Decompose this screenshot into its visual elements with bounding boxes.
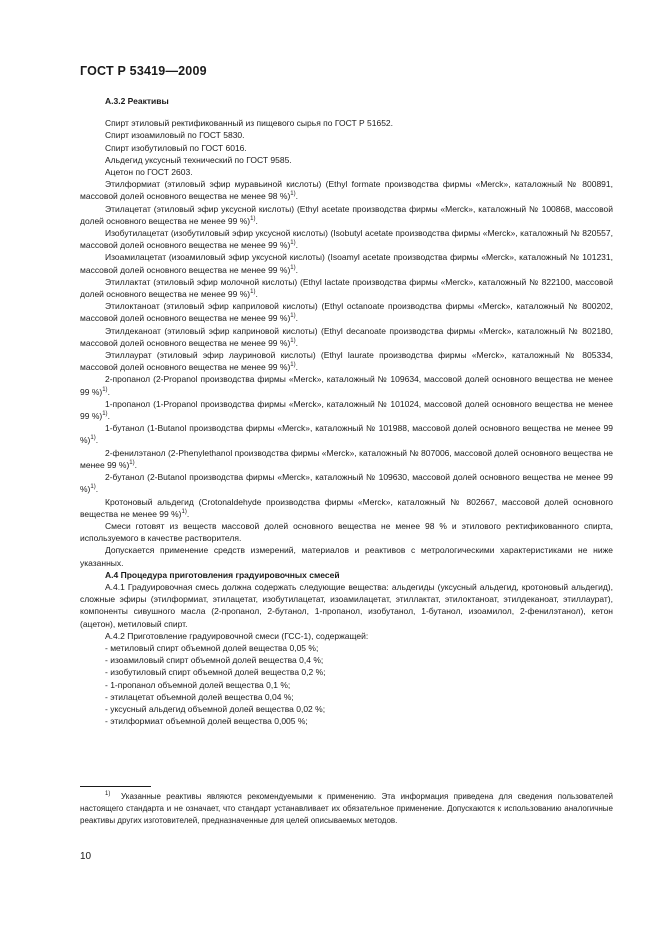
footnote-ref: 1)	[290, 264, 296, 271]
list-item: - изоамиловый спирт объемной долей вещества 0,4 %;	[105, 655, 324, 666]
footnote-ref: 1)	[290, 191, 296, 198]
reagent-text: Изоамилацетат (изоамиловый эфир уксусной кислоты) (Isoamyl acetate производства фирмы «Merck», каталожный № 101231, массовой долей основного вещества не менее 99 %)	[80, 252, 613, 275]
section-a32-title: А.3.2 Реактивы	[105, 96, 169, 106]
footnote-ref: 1)	[250, 215, 256, 222]
sentence-end: .	[107, 411, 110, 422]
sentence-end: .	[134, 459, 138, 470]
reagent-text: 2-бутанол (2-Butanol производства фирмы «Merck», каталожный № 109630, массовой долей основного вещества не менее 99 %)	[80, 472, 613, 495]
footnote-ref: 1)	[102, 411, 108, 418]
footnote-ref: 1)	[129, 459, 135, 466]
reagent-item	[80, 300, 613, 324]
reagent-item	[80, 422, 613, 446]
mixtures-note: Смеси готовят из веществ массовой долей основного вещества не менее 98 % и этилового ректификованного спирта, используемого в качестве растворителя.	[80, 520, 613, 544]
footnote-mark: 1)	[105, 791, 111, 797]
reagent-item	[80, 276, 613, 300]
reagent-standard-item: Спирт изобутиловый по ГОСТ 6016.	[105, 142, 247, 153]
footnote-ref: 1)	[181, 508, 187, 515]
footnote-ref: 1)	[90, 435, 96, 442]
list-item: - этилацетат объемной долей вещества 0,04 %;	[105, 691, 294, 702]
footnote-ref: 1)	[290, 362, 296, 369]
reagent-standard-item: Спирт изоамиловый по ГОСТ 5830.	[105, 130, 245, 141]
list-item: - этилформиат объемной долей вещества 0,005 %;	[105, 716, 308, 727]
footnote-ref: 1)	[90, 484, 96, 491]
sentence-end: .	[295, 264, 298, 275]
reagent-text: Изобутилацетат (изобутиловый эфир уксусной кислоты) (Isobutyl acetate производства фирмы «Merck», каталожный № 820557, массовой долей основного вещества не менее 99 %)	[80, 228, 613, 251]
list-item: - метиловый спирт объемной долей вещества 0,05 %;	[105, 642, 319, 653]
reagent-text: 1-пропанол (1-Propanol производства фирмы «Merck», каталожный № 101024, массовой долей основного вещества не менее 99 %)	[80, 398, 613, 422]
reagent-standard-list	[80, 117, 613, 178]
reagent-text: Этилацетат (этиловый эфир уксусной кислоты) (Ethyl acetate производства фирмы «Merck», каталожный № 100868, массовой долей основного вещества не менее 99 %)	[80, 203, 613, 226]
reagent-item	[80, 471, 613, 495]
section-a42-paragraph: А.4.2 Приготовление градуировочной смеси (ГСС-1), содержащей:	[105, 630, 369, 641]
list-item: - 1-пропанол объемной долей вещества 0,1 %;	[105, 679, 291, 690]
reagent-item	[80, 251, 613, 275]
section-a41-paragraph: А.4.1 Градуировочная смесь должна содержать следующие вещества: альдегиды (уксусный альдегид, кротоновый альдегид), сложные эфиры (этилформиат, этилацетат, изобутилацетат, изоамилацетат, этиллактат, этилоктаноат, этилдеканоат, этиллаурат), компоненты сивушного масла (2-пропанол, 2-бутанол, 1-пропанол, изобутанол, 1-бутанол, изоамилол, 2-фенилэтанол), кетон (ацетон), метиловый спирт.	[80, 581, 613, 629]
reagent-item	[80, 178, 613, 202]
sentence-end: .	[295, 191, 298, 202]
reagent-item	[80, 496, 613, 520]
reagent-text: 2-фенилэтанол (2-Phenylethanol производства фирмы «Merck», каталожный № 807006, массовой долей основного вещества не менее 99 %)	[80, 447, 613, 470]
reagent-list	[80, 178, 613, 520]
reagent-item	[80, 447, 613, 471]
page-content	[80, 95, 613, 727]
sentence-end: .	[255, 215, 258, 226]
standard-header: ГОСТ Р 53419—2009	[80, 64, 207, 78]
reagent-text: Этилформиат (этиловый эфир муравьиной кислоты) (Ethyl formate производства фирмы «Merck», каталожный № 800891, массовой долей основного вещества не менее 98 %)	[80, 179, 613, 202]
reagent-text: Этиллаурат (этиловый эфир лауриновой кислоты) (Ethyl laurate производства фирмы «Merck», каталожный № 805334, массовой долей основного вещества не менее 99 %)	[80, 350, 613, 373]
reagent-item	[80, 398, 613, 422]
footnote-ref: 1)	[290, 313, 296, 320]
sentence-end: .	[295, 240, 298, 251]
footnote-ref: 1)	[102, 386, 108, 393]
sentence-end: .	[95, 484, 99, 495]
reagent-item	[80, 373, 613, 397]
reagent-standard-item: Альдегид уксусный технический по ГОСТ 9585.	[105, 154, 292, 165]
reagent-text: Этилдеканоат (этиловый эфир каприновой кислоты) (Ethyl decanoate производства фирмы «Merck», каталожный № 802180, массовой долей основного вещества не менее 99 %)	[80, 325, 613, 348]
mixture-components-list	[80, 642, 613, 727]
list-item: - уксусный альдегид объемной долей вещества 0,02 %;	[105, 703, 326, 714]
section-a4-title: А.4 Процедура приготовления градуировочных смесей	[105, 569, 340, 580]
instruments-note: Допускается применение средств измерений, материалов и реактивов с метрологическими характеристиками не ниже указанных.	[80, 545, 613, 568]
sentence-end: .	[107, 386, 110, 397]
reagent-text: Этилоктаноат (этиловый эфир каприловой кислоты) (Ethyl octanoate производства фирмы «Merck», каталожный № 800202, массовой долей основного вещества не менее 99 %)	[80, 301, 613, 324]
reagent-item	[80, 325, 613, 349]
sentence-end: .	[295, 337, 298, 348]
sentence-end: .	[295, 313, 298, 324]
sentence-end: .	[186, 508, 190, 519]
reagent-text: Кротоновый альдегид (Crotonaldehyde производства фирмы «Merck», каталожный № 802667, массовой долей основного вещества не менее 99 %)	[80, 496, 613, 519]
reagent-text: Этиллактат (этиловый эфир молочной кислоты) (Ethyl lactate производства фирмы «Merck», каталожный № 822100, массовой долей основного вещества не менее 99 %)	[80, 276, 613, 300]
reagent-standard-item: Ацетон по ГОСТ 2603.	[105, 167, 193, 178]
reagent-standard-item: Спирт этиловый ректификованный из пищевого сырья по ГОСТ Р 51652.	[105, 118, 394, 129]
page-number: 10	[80, 851, 92, 862]
footnote-ref: 1)	[290, 337, 296, 344]
footnote	[80, 791, 613, 827]
footnote-ref: 1)	[290, 240, 296, 247]
footnote-divider	[80, 786, 151, 787]
sentence-end: .	[255, 289, 258, 300]
list-item: - изобутиловый спирт объемной долей вещества 0,2 %;	[105, 667, 326, 678]
reagent-item	[80, 349, 613, 373]
reagent-item	[80, 227, 613, 251]
footnote-text: Указанные реактивы являются рекомендуемыми к применению. Эта информация приведена для сведения пользователей настоящего стандарта и не означает, что стандарт устанавливает их обязательное применение. Допускаются к использованию аналогичные реактивы других изготовителей, предназначенные для целей описываемых методов.	[80, 792, 614, 825]
reagent-text: 2-пропанол (2-Propanol производства фирмы «Merck», каталожный № 109634, массовой долей основного вещества не менее 99 %)	[80, 374, 613, 397]
sentence-end: .	[95, 435, 99, 446]
sentence-end: .	[295, 362, 298, 373]
footnote-ref: 1)	[250, 289, 256, 296]
reagent-item	[80, 203, 613, 227]
reagent-text: 1-бутанол (1-Butanol производства фирмы «Merck», каталожный № 101988, массовой долей основного вещества не менее 99 %)	[80, 423, 613, 446]
